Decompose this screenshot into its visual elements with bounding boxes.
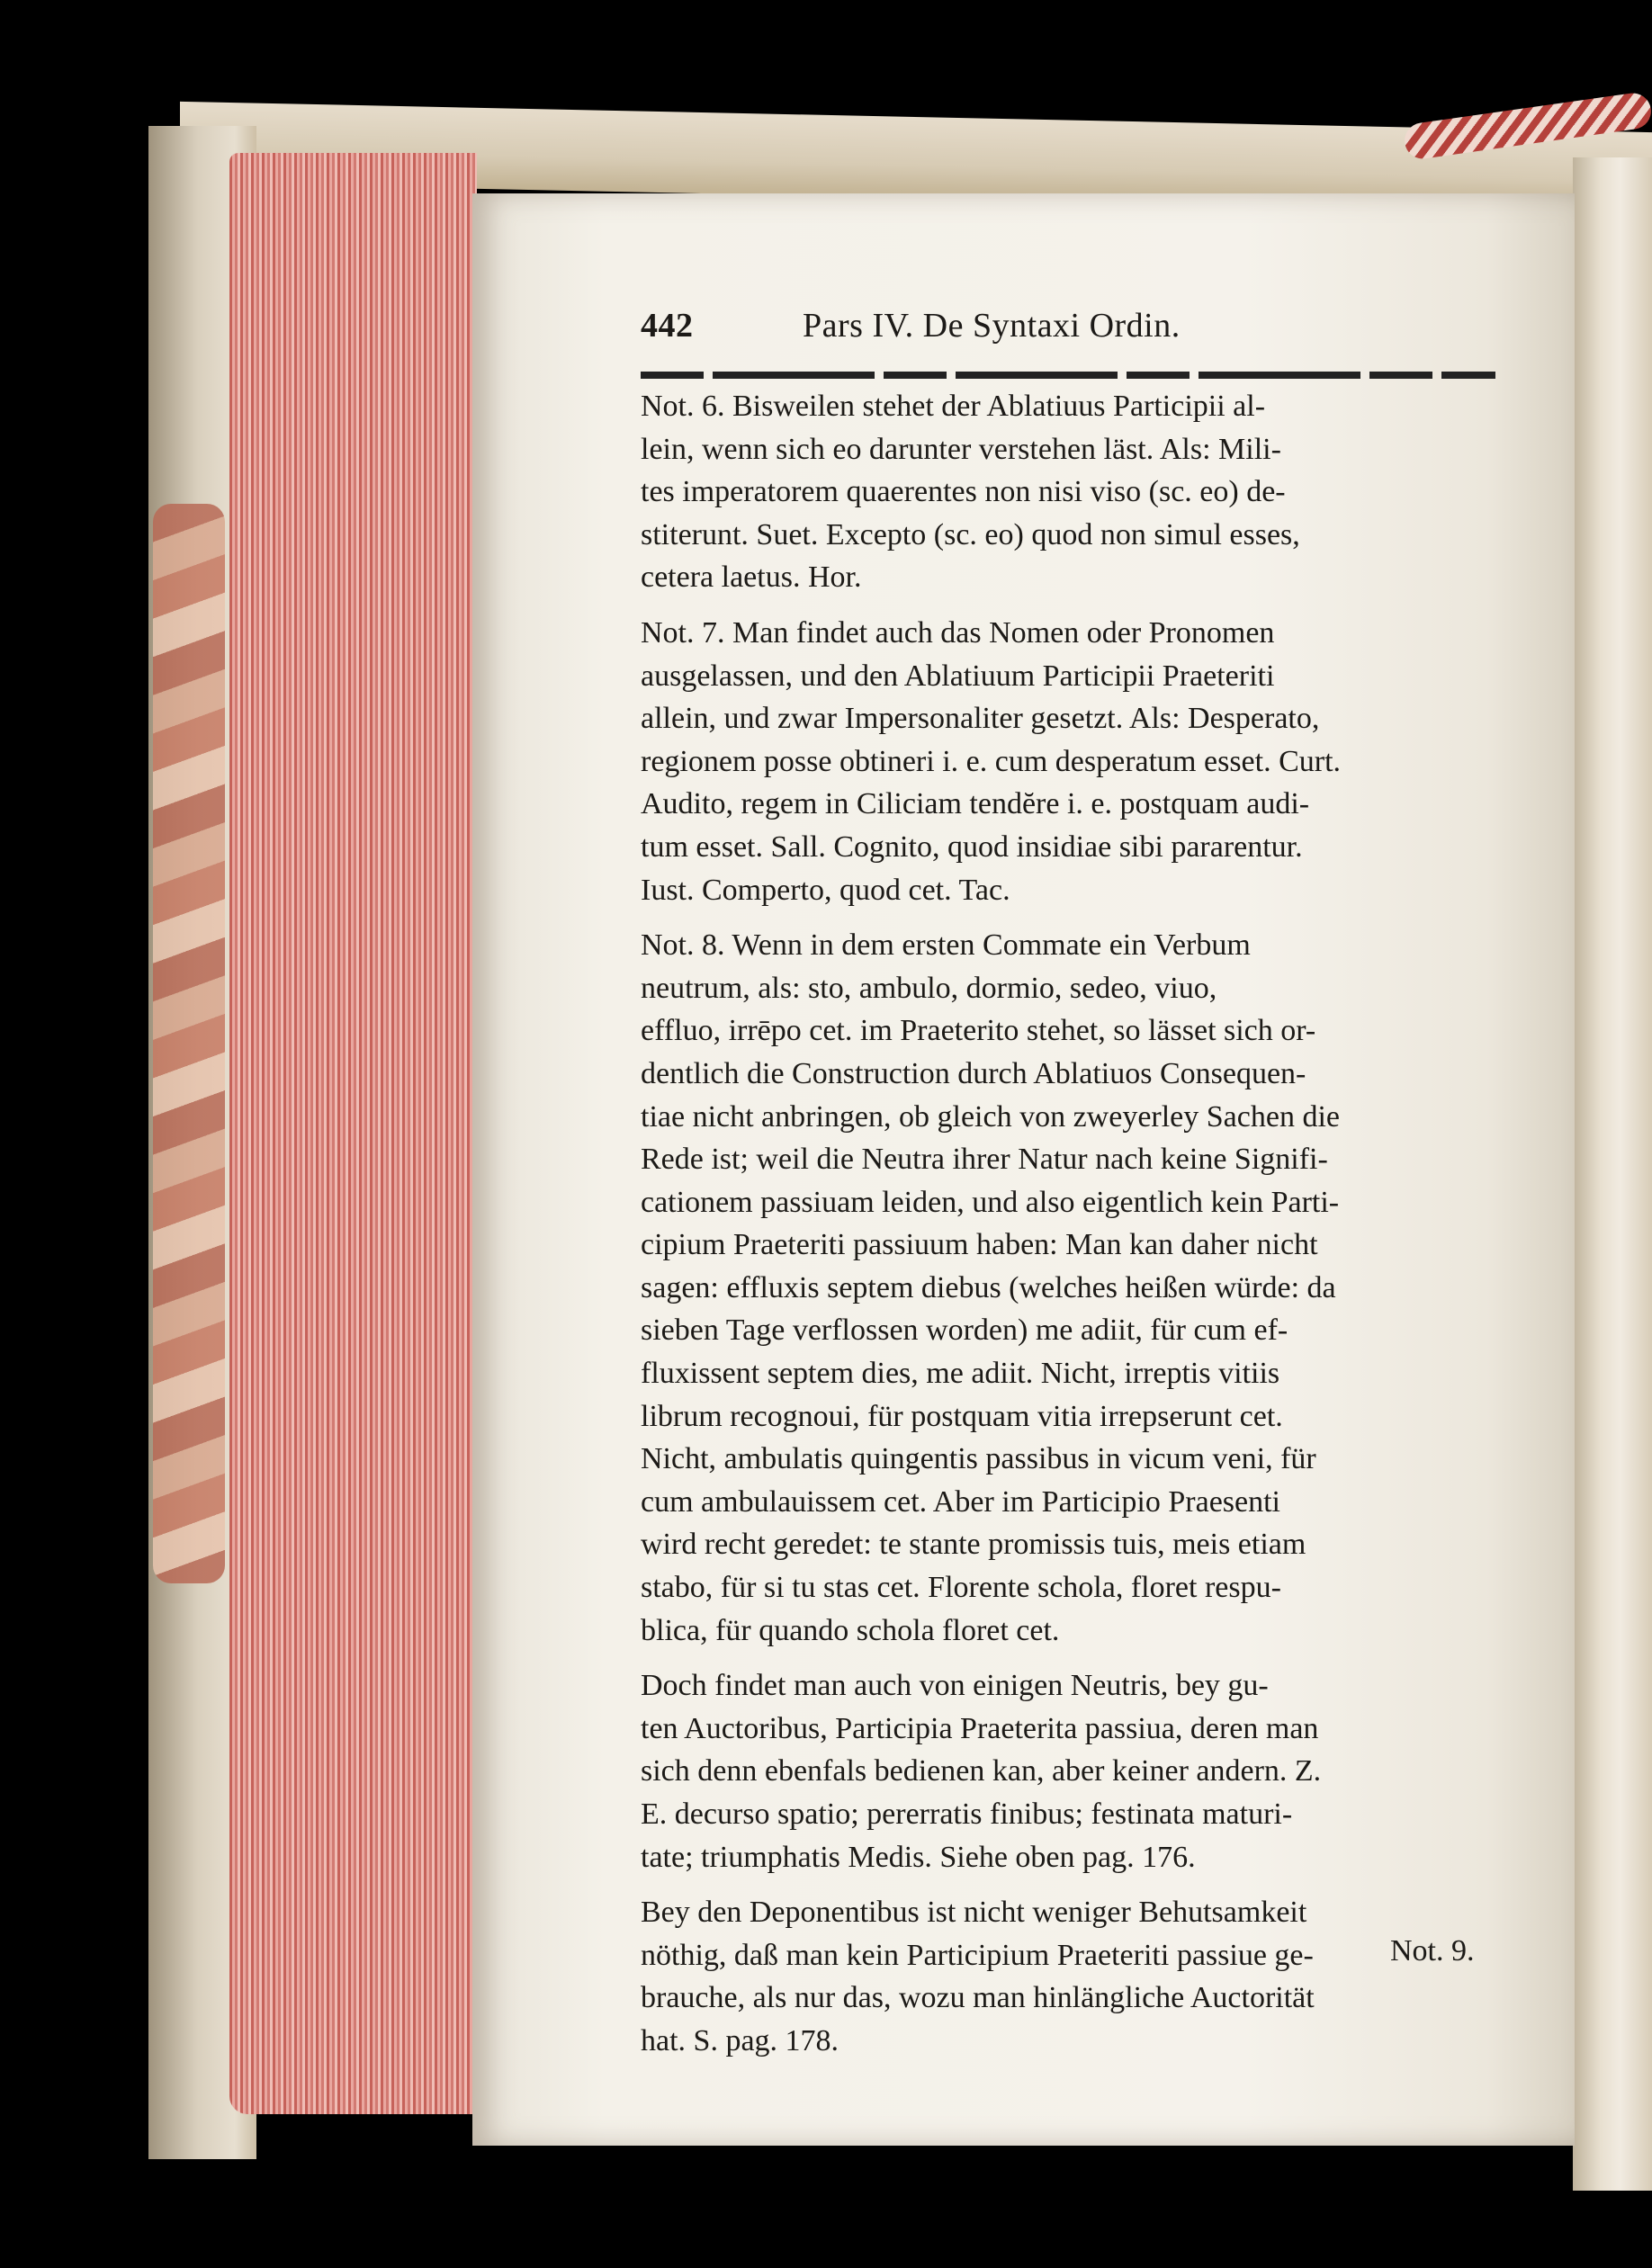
text-line: ausgelassen, und den Ablatiuum Participii Praeteriti bbox=[641, 659, 1275, 693]
paragraph bbox=[641, 1664, 1504, 1878]
text-line: tum esset. Sall. Cognito, quod insidiae sibi pararentur. bbox=[641, 829, 1303, 864]
marbled-endpaper bbox=[153, 504, 225, 1583]
text-line: Iust. Comperto, quod cet. Tac. bbox=[641, 873, 1010, 907]
text-line: Nicht, ambulatis quingentis passibus in vicum veni, für bbox=[641, 1442, 1316, 1476]
body-text bbox=[641, 385, 1504, 2063]
paragraph bbox=[641, 612, 1504, 911]
text-line: stabo, für si tu stas cet. Florente schola, floret respu- bbox=[641, 1571, 1281, 1605]
text-line: fluxissent septem dies, me adiit. Nicht, irreptis vitiis bbox=[641, 1357, 1280, 1391]
text-line: effluo, irrēpo cet. im Praeterito stehet, so lässet sich or- bbox=[641, 1014, 1316, 1048]
text-line: dentlich die Construction durch Ablatiuos Consequen- bbox=[641, 1056, 1306, 1090]
bottom-border bbox=[0, 2222, 1652, 2268]
running-head-title: Pars IV. De Syntaxi Ordin. bbox=[803, 307, 1181, 345]
text-line: stiterunt. Suet. Excepto (sc. eo) quod non simul esses, bbox=[641, 517, 1300, 551]
text-line: brauche, als nur das, wozu man hinlängliche Auctorität bbox=[641, 1981, 1315, 2015]
text-line: regionem posse obtineri i. e. cum desperatum esset. Curt. bbox=[641, 744, 1342, 778]
text-line: blica, für quando schola floret cet. bbox=[641, 1613, 1060, 1647]
catchword: Not. 9. bbox=[1390, 1934, 1475, 1968]
paragraph bbox=[641, 924, 1504, 1652]
text-line: Doch findet man auch von einigen Neutris, bey gu- bbox=[641, 1669, 1269, 1703]
text-line: neutrum, als: sto, ambulo, dormio, sedeo, viuo, bbox=[641, 971, 1217, 1005]
page-number: 442 bbox=[641, 307, 694, 345]
text-line: cum ambulauissem cet. Aber im Participio Praesenti bbox=[641, 1484, 1280, 1519]
book-gutter-right bbox=[1573, 157, 1652, 2191]
text-line: cipium Praeteriti passiuum haben: Man kan daher nicht bbox=[641, 1228, 1318, 1262]
text-line: wird recht geredet: te stante promissis tuis, meis etiam bbox=[641, 1528, 1306, 1562]
text-line: librum recognoui, für postquam vitia irrepserunt cet. bbox=[641, 1399, 1283, 1433]
text-line: tiae nicht anbringen, ob gleich von zweyerley Sachen die bbox=[641, 1099, 1340, 1134]
text-line: sich denn ebenfals bedienen kan, aber keiner andern. Z. bbox=[641, 1754, 1322, 1788]
paragraph bbox=[641, 385, 1504, 599]
text-line: sieben Tage verflossen worden) me adiit, für cum ef- bbox=[641, 1313, 1288, 1348]
text-line: Not. 7. Man findet auch das Nomen oder Pronomen bbox=[641, 615, 1275, 650]
text-line: Not. 6. Bisweilen stehet der Ablatiuus Participii al- bbox=[641, 390, 1266, 423]
text-line: sagen: effluxis septem diebus (welches heißen würde: da bbox=[641, 1270, 1336, 1304]
text-line: Bey den Deponentibus ist nicht weniger Behutsamkeit bbox=[641, 1896, 1307, 1930]
text-line: hat. S. pag. 178. bbox=[641, 2023, 839, 2057]
red-page-edges bbox=[229, 153, 477, 2114]
text-line: nöthig, daß man kein Participium Praeteriti passiue ge- bbox=[641, 1938, 1314, 1972]
running-head bbox=[641, 306, 1504, 360]
text-line: allein, und zwar Impersonaliter gesetzt. Als: Desperato, bbox=[641, 702, 1320, 736]
text-line: E. decurso spatio; pererratis finibus; festinata maturi- bbox=[641, 1797, 1293, 1831]
text-line: tate; triumphatis Medis. Siehe oben pag. 176. bbox=[641, 1840, 1196, 1874]
text-line: tes imperatorem quaerentes non nisi viso (sc. eo) de- bbox=[641, 475, 1286, 509]
paragraph bbox=[641, 1891, 1504, 2062]
text-line: cationem passiuam leiden, und also eigentlich kein Parti- bbox=[641, 1185, 1340, 1219]
text-line: Not. 8. Wenn in dem ersten Commate ein Verbum bbox=[641, 928, 1251, 963]
text-line: ten Auctoribus, Participia Praeterita passiua, deren man bbox=[641, 1711, 1319, 1745]
page-text bbox=[641, 306, 1504, 2075]
text-line: Rede ist; weil die Neutra ihrer Natur nach keine Signifi- bbox=[641, 1143, 1328, 1177]
text-line: cetera laetus. Hor. bbox=[641, 560, 862, 595]
text-line: Audito, regem in Ciliciam tendĕre i. e. postquam audi- bbox=[641, 787, 1310, 821]
text-line: lein, wenn sich eo darunter verstehen läst. Als: Mili- bbox=[641, 432, 1281, 466]
